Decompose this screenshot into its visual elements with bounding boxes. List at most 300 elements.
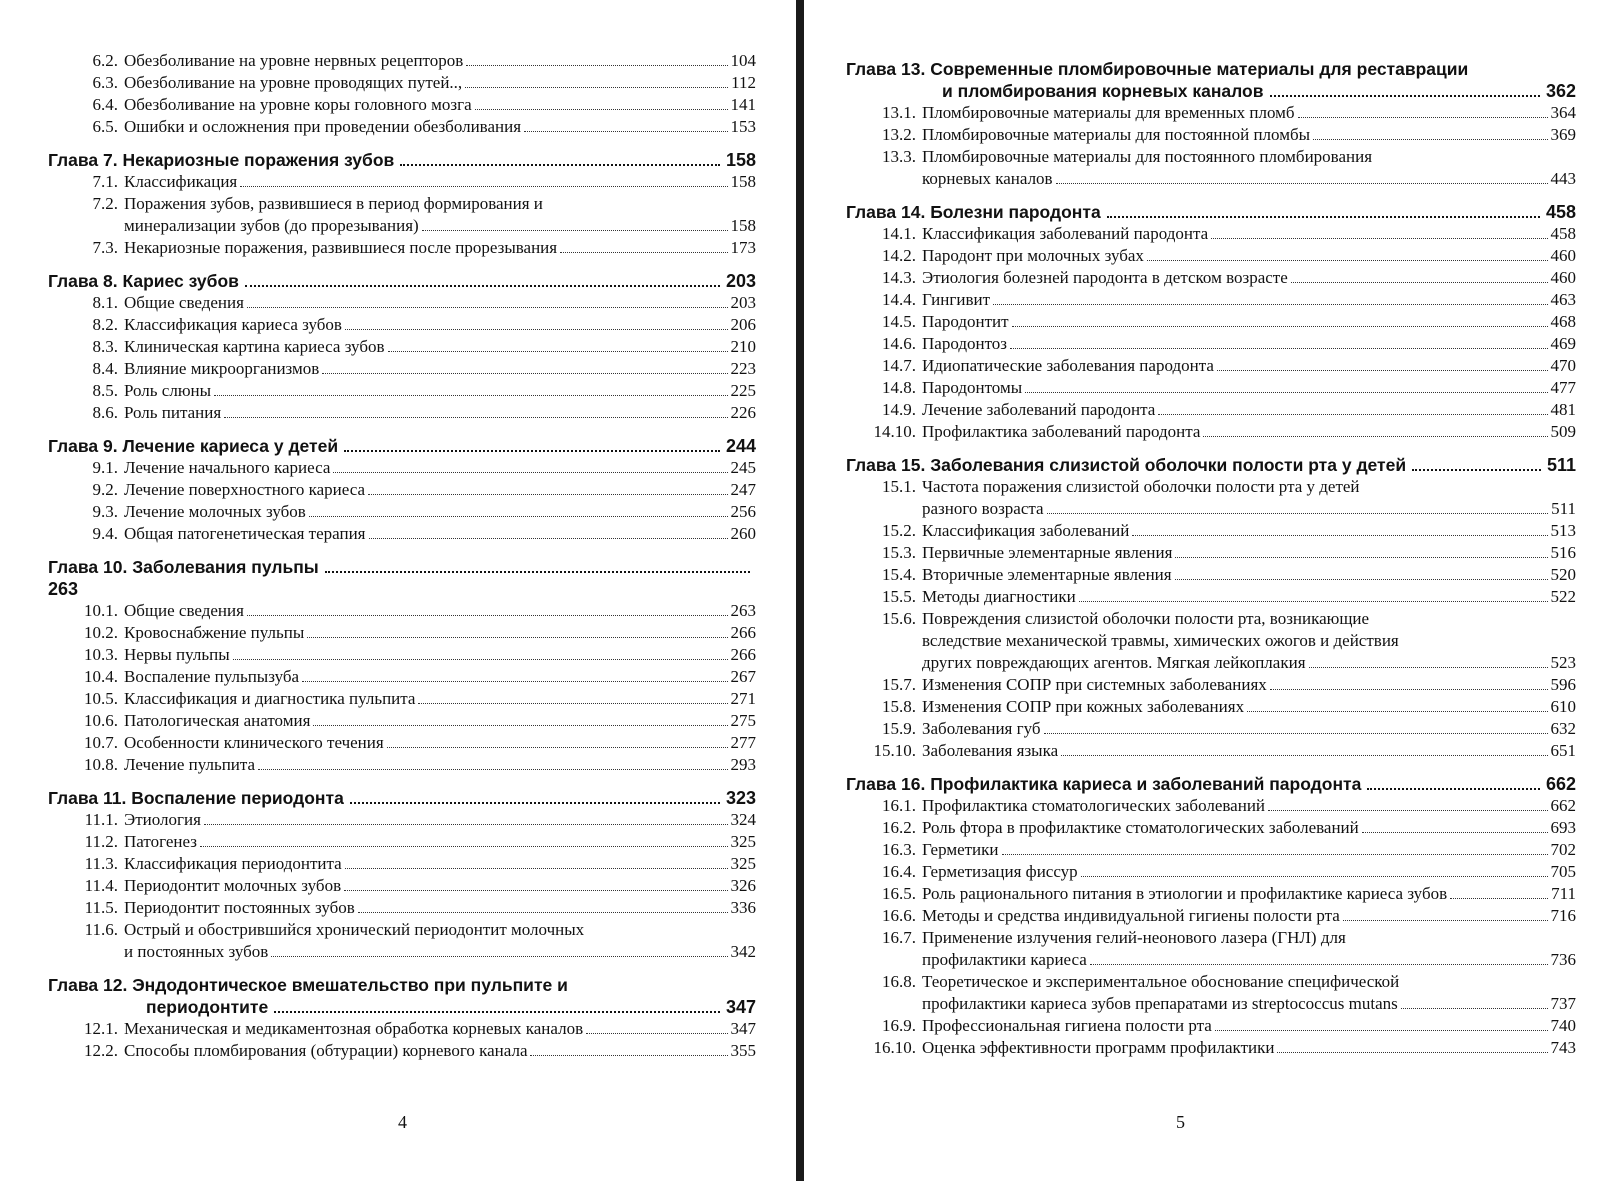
entry-page: 458 <box>1550 224 1576 243</box>
entry-title: Лечение начального кариеса <box>124 458 331 477</box>
dot-leader <box>1247 711 1547 712</box>
entry-title-cont: профилактики кариеса <box>922 950 1087 969</box>
entry-number: 16.1. <box>882 796 916 815</box>
dot-leader <box>1012 326 1548 327</box>
toc-entry <box>846 124 1576 146</box>
entry-page: 342 <box>730 942 756 961</box>
chapter-heading-cont <box>48 996 756 1018</box>
entry-page: 104 <box>730 51 756 70</box>
entry-title: Нервы пульпы <box>124 645 230 664</box>
entry-page: 513 <box>1550 521 1576 540</box>
dot-leader <box>214 395 727 396</box>
entry-page: 263 <box>730 601 756 620</box>
dot-leader <box>1215 1030 1548 1031</box>
entry-title: Ошибки и осложнения при проведении обезболивания <box>124 117 522 136</box>
dot-leader <box>1270 95 1540 97</box>
entry-page: 705 <box>1550 862 1576 881</box>
entry-number: 15.6. <box>882 609 916 628</box>
entry-number: 14.1. <box>882 224 916 243</box>
entry-number: 6.2. <box>92 51 118 70</box>
dot-leader <box>333 472 727 473</box>
entry-page: 509 <box>1550 422 1576 441</box>
toc-entry <box>846 905 1576 927</box>
entry-page: 256 <box>730 502 756 521</box>
entry-number: 15.9. <box>882 719 916 738</box>
entry-number: 14.10. <box>873 422 916 441</box>
entry-page: 716 <box>1550 906 1576 925</box>
entry-title: Этиология <box>124 810 201 829</box>
entry-title: Общие сведения <box>124 293 244 312</box>
entry-title: Механическая и медикаментозная обработка корневых каналов <box>124 1019 584 1038</box>
entry-page: 245 <box>730 458 756 477</box>
entry-title: Лечение пульпита <box>124 755 256 774</box>
entry-page: 468 <box>1550 312 1576 331</box>
chapter-heading <box>846 58 1576 80</box>
toc-entry <box>48 94 756 116</box>
entry-number: 16.7. <box>882 928 916 947</box>
dot-leader <box>245 285 720 287</box>
entry-number: 9.2. <box>92 480 118 499</box>
dot-leader <box>240 186 727 187</box>
entry-page: 443 <box>1550 169 1576 188</box>
entry-page: 266 <box>730 623 756 642</box>
entry-number: 15.2. <box>882 521 916 540</box>
entry-page: 460 <box>1550 246 1576 265</box>
entry-title: Лечение поверхностного кариеса <box>124 480 365 499</box>
toc-entry <box>846 608 1576 630</box>
entry-number: 16.4. <box>882 862 916 881</box>
dot-leader <box>325 571 750 573</box>
dot-leader <box>309 516 728 517</box>
entry-page: 632 <box>1550 719 1576 738</box>
entry-page: 158 <box>730 216 756 235</box>
dot-leader <box>271 956 727 957</box>
dot-leader <box>1217 370 1548 371</box>
dot-leader <box>1268 810 1547 811</box>
toc-entry <box>48 479 756 501</box>
entry-title: Идиопатические заболевания пародонта <box>922 356 1214 375</box>
entry-title: Первичные элементарные явления <box>922 543 1173 562</box>
toc-entry <box>846 542 1576 564</box>
dot-leader <box>465 87 728 88</box>
toc-entry <box>48 919 756 941</box>
entry-title: Патологическая анатомия <box>124 711 311 730</box>
toc-entry <box>846 355 1576 377</box>
dot-leader <box>586 1033 727 1034</box>
dot-leader <box>258 769 727 770</box>
chapter-page: 662 <box>1545 774 1576 794</box>
dot-leader <box>1277 1052 1547 1053</box>
entry-number: 7.2. <box>92 194 118 213</box>
dot-leader <box>274 1011 720 1013</box>
entry-title: Общая патогенетическая терапия <box>124 524 366 543</box>
entry-page: 736 <box>1550 950 1576 969</box>
toc-entry <box>846 520 1576 542</box>
dot-leader <box>1367 788 1540 790</box>
entry-title: Патогенез <box>124 832 197 851</box>
toc-entry <box>846 971 1576 993</box>
toc-entry <box>846 267 1576 289</box>
entry-number: 8.5. <box>92 381 118 400</box>
entry-title: Роль рационального питания в этиологии и профилактике кариеса зубов <box>922 884 1448 903</box>
dot-leader <box>224 417 727 418</box>
dot-leader <box>313 725 727 726</box>
entry-number: 11.3. <box>84 854 118 873</box>
toc-entry <box>48 688 756 710</box>
toc-entry <box>846 883 1576 905</box>
entry-page: 158 <box>730 172 756 191</box>
entry-title: Частота поражения слизистой оболочки полости рта у детей <box>922 477 1360 496</box>
entry-page: 511 <box>1551 499 1576 518</box>
toc-entry <box>48 336 756 358</box>
dot-leader <box>1147 260 1548 261</box>
entry-title: Заболевания губ <box>922 719 1041 738</box>
entry-title: Классификация заболеваний <box>922 521 1130 540</box>
dot-leader <box>1158 414 1547 415</box>
entry-number: 7.3. <box>92 238 118 257</box>
toc-entry <box>846 586 1576 608</box>
chapter-title-cont: и пломбирования корневых каналов <box>942 81 1264 101</box>
entry-title: Способы пломбирования (обтурации) корневого канала <box>124 1041 528 1060</box>
entry-page: 275 <box>730 711 756 730</box>
entry-page: 596 <box>1550 675 1576 694</box>
entry-page: 112 <box>731 73 756 92</box>
dot-leader <box>350 802 720 804</box>
dot-leader <box>1056 183 1548 184</box>
dot-leader <box>1044 733 1548 734</box>
entry-page: 737 <box>1550 994 1576 1013</box>
entry-title: Влияние микроорганизмов <box>124 359 320 378</box>
entry-page: 325 <box>730 854 756 873</box>
chapter-heading <box>48 270 756 292</box>
entry-page: 347 <box>730 1019 756 1038</box>
entry-page: 469 <box>1550 334 1576 353</box>
entry-title: Поражения зубов, развившиеся в период формирования и <box>124 194 543 213</box>
chapter-title: Глава 16. Профилактика кариеса и заболеваний пародонта <box>846 774 1362 794</box>
chapter-title: Глава 14. Болезни пародонта <box>846 202 1101 222</box>
entry-title: Изменения СОПР при системных заболеваниях <box>922 675 1267 694</box>
toc-entry <box>48 622 756 644</box>
entry-page: 369 <box>1550 125 1576 144</box>
toc-entry <box>846 696 1576 718</box>
toc-entry <box>846 399 1576 421</box>
entry-title: Пломбировочные материалы для постоянной пломбы <box>922 125 1311 144</box>
entry-number: 15.5. <box>882 587 916 606</box>
entry-number: 10.4. <box>84 667 118 686</box>
entry-number: 6.5. <box>92 117 118 136</box>
entry-number: 8.1. <box>92 293 118 312</box>
toc-entry <box>48 1018 756 1040</box>
toc-entry <box>48 710 756 732</box>
entry-page: 247 <box>730 480 756 499</box>
toc-entry <box>48 666 756 688</box>
entry-number: 6.3. <box>92 73 118 92</box>
entry-title: Пародонтит <box>922 312 1009 331</box>
dot-leader <box>368 494 728 495</box>
dot-leader <box>204 824 728 825</box>
entry-number: 10.1. <box>84 601 118 620</box>
toc-entry <box>48 358 756 380</box>
entry-page: 522 <box>1550 587 1576 606</box>
entry-number: 14.8. <box>882 378 916 397</box>
entry-number: 14.5. <box>882 312 916 331</box>
toc-entry <box>846 311 1576 333</box>
entry-page: 610 <box>1550 697 1576 716</box>
entry-title: Пломбировочные материалы для постоянного пломбирования <box>922 147 1373 166</box>
toc-entry <box>48 457 756 479</box>
entry-title-cont: корневых каналов <box>922 169 1053 188</box>
toc-entry <box>846 1037 1576 1059</box>
chapter-heading <box>48 149 756 171</box>
chapter-page: 158 <box>725 150 756 170</box>
entry-title: Методы и средства индивидуальной гигиены полости рта <box>922 906 1340 925</box>
entry-title: Оценка эффективности программ профилактики <box>922 1038 1275 1057</box>
entry-page: 173 <box>730 238 756 257</box>
entry-number: 7.1. <box>92 172 118 191</box>
dot-leader <box>1450 898 1548 899</box>
entry-number: 14.9. <box>882 400 916 419</box>
entry-page: 203 <box>730 293 756 312</box>
entry-page: 651 <box>1550 741 1576 760</box>
toc-entry <box>846 817 1576 839</box>
entry-number: 15.1. <box>882 477 916 496</box>
entry-title: Профилактика стоматологических заболеваний <box>922 796 1266 815</box>
dot-leader <box>530 1055 727 1056</box>
dot-leader <box>322 373 727 374</box>
entry-page: 293 <box>730 755 756 774</box>
dot-leader <box>307 637 727 638</box>
dot-leader <box>1270 689 1548 690</box>
entry-number: 13.1. <box>882 103 916 122</box>
toc-entry <box>48 831 756 853</box>
chapter-heading <box>846 454 1576 476</box>
entry-number: 14.2. <box>882 246 916 265</box>
entry-title: Этиология болезней пародонта в детском возрасте <box>922 268 1288 287</box>
entry-title: Классификация <box>124 172 238 191</box>
toc-entry <box>846 476 1576 498</box>
chapter-title: Глава 11. Воспаление периодонта <box>48 788 344 808</box>
chapter-page: 203 <box>725 271 756 291</box>
dot-leader <box>302 681 727 682</box>
entry-page: 463 <box>1550 290 1576 309</box>
entry-number: 15.4. <box>882 565 916 584</box>
dot-leader <box>1291 282 1548 283</box>
entry-title-cont: и постоянных зубов <box>124 942 269 961</box>
entry-number: 13.2. <box>882 125 916 144</box>
chapter-heading <box>846 773 1576 795</box>
entry-title: Лечение молочных зубов <box>124 502 306 521</box>
entry-title: Теоретическое и экспериментальное обоснование специфической <box>922 972 1400 991</box>
toc-entry <box>48 644 756 666</box>
entry-page: 226 <box>730 403 756 422</box>
entry-page: 326 <box>730 876 756 895</box>
entry-page: 740 <box>1550 1016 1576 1035</box>
chapter-page: 323 <box>725 788 756 808</box>
chapter-heading <box>48 787 756 809</box>
right-page <box>806 0 1600 1181</box>
toc-entry <box>48 116 756 138</box>
dot-leader <box>1090 964 1548 965</box>
entry-page: 460 <box>1550 268 1576 287</box>
entry-number: 9.1. <box>92 458 118 477</box>
toc-entry <box>846 839 1576 861</box>
chapter-title: Глава 15. Заболевания слизистой оболочки полости рта у детей <box>846 455 1407 475</box>
toc-entry <box>846 146 1576 168</box>
entry-page: 324 <box>730 810 756 829</box>
dot-leader <box>418 703 727 704</box>
dot-leader <box>1010 348 1548 349</box>
entry-number: 16.6. <box>882 906 916 925</box>
toc-entry <box>846 421 1576 443</box>
entry-title-cont: вследствие механической травмы, химических ожогов и действия <box>922 631 1399 650</box>
entry-page: 223 <box>730 359 756 378</box>
toc-entry <box>48 50 756 72</box>
dot-leader <box>247 307 728 308</box>
toc-entry <box>48 171 756 193</box>
entry-number: 11.5. <box>84 898 118 917</box>
entry-number: 16.9. <box>882 1016 916 1035</box>
entry-page: 206 <box>730 315 756 334</box>
entry-title: Обезболивание на уровне проводящих путей.., <box>124 73 463 92</box>
toc-entry <box>846 102 1576 124</box>
entry-number: 16.8. <box>882 972 916 991</box>
entry-page: 743 <box>1550 1038 1576 1057</box>
entry-title: Клиническая картина кариеса зубов <box>124 337 385 356</box>
entry-title-cont: разного возраста <box>922 499 1044 518</box>
entry-page: 153 <box>730 117 756 136</box>
entry-number: 8.3. <box>92 337 118 356</box>
dot-leader <box>200 846 728 847</box>
toc-entry-cont <box>48 941 756 963</box>
entry-number: 10.7. <box>84 733 118 752</box>
chapter-title: Глава 8. Кариес зубов <box>48 271 239 291</box>
toc-entry <box>48 501 756 523</box>
toc-entry <box>48 193 756 215</box>
entry-page: 520 <box>1550 565 1576 584</box>
chapter-heading-cont <box>846 80 1576 102</box>
entry-number: 10.6. <box>84 711 118 730</box>
entry-number: 8.6. <box>92 403 118 422</box>
entry-title: Изменения СОПР при кожных заболеваниях <box>922 697 1245 716</box>
entry-page: 336 <box>730 898 756 917</box>
dot-leader <box>1025 392 1547 393</box>
dot-leader <box>1412 469 1541 471</box>
entry-number: 11.2. <box>84 832 118 851</box>
toc-entry <box>48 523 756 545</box>
chapter-heading <box>48 556 756 578</box>
dot-leader <box>1298 117 1548 118</box>
chapter-page: 244 <box>725 436 756 456</box>
dot-leader <box>560 252 727 253</box>
dot-leader <box>1362 832 1548 833</box>
entry-title: Обезболивание на уровне коры головного мозга <box>124 95 472 114</box>
dot-leader <box>1309 667 1548 668</box>
entry-title: Роль питания <box>124 403 222 422</box>
entry-number: 14.7. <box>882 356 916 375</box>
page-number-left: 4 <box>398 1112 407 1132</box>
entry-title: Гингивит <box>922 290 990 309</box>
entry-title: Кровоснабжение пульпы <box>124 623 305 642</box>
entry-page: 693 <box>1550 818 1576 837</box>
toc-right <box>846 58 1576 1059</box>
dot-leader <box>466 65 727 66</box>
dot-leader <box>1002 854 1548 855</box>
toc-entry <box>48 875 756 897</box>
entry-number: 16.5. <box>882 884 916 903</box>
toc-entry <box>846 377 1576 399</box>
chapter-heading <box>846 201 1576 223</box>
toc-entry <box>48 897 756 919</box>
dot-leader <box>1313 139 1547 140</box>
entry-page: 141 <box>730 95 756 114</box>
dot-leader <box>1061 755 1547 756</box>
chapter-page-line <box>48 578 756 600</box>
dot-leader <box>475 109 728 110</box>
page-number-right: 5 <box>1176 1112 1185 1132</box>
entry-number: 11.4. <box>84 876 118 895</box>
dot-leader <box>369 538 728 539</box>
dot-leader <box>1401 1008 1548 1009</box>
toc-entry-cont <box>846 993 1576 1015</box>
toc-entry <box>846 564 1576 586</box>
entry-number: 10.8. <box>84 755 118 774</box>
entry-page: 364 <box>1550 103 1576 122</box>
entry-title: Классификация и диагностика пульпита <box>124 689 416 708</box>
entry-number: 12.1. <box>84 1019 118 1038</box>
entry-title: Пародонтоз <box>922 334 1007 353</box>
entry-title: Классификация кариеса зубов <box>124 315 342 334</box>
entry-title: Методы диагностики <box>922 587 1076 606</box>
dot-leader <box>344 890 727 891</box>
chapter-heading <box>48 435 756 457</box>
toc-entry <box>846 861 1576 883</box>
toc-entry <box>48 380 756 402</box>
toc-entry <box>846 740 1576 762</box>
entry-number: 9.4. <box>92 524 118 543</box>
dot-leader <box>1079 601 1548 602</box>
toc-entry <box>48 853 756 875</box>
entry-title: Острый и обострившийся хронический периодонтит молочных <box>124 920 585 939</box>
toc-entry <box>48 314 756 336</box>
entry-page: 271 <box>730 689 756 708</box>
toc-entry <box>846 289 1576 311</box>
entry-title: Вторичные элементарные явления <box>922 565 1172 584</box>
entry-page: 266 <box>730 645 756 664</box>
entry-title: Пародонт при молочных зубах <box>922 246 1144 265</box>
entry-title: Повреждения слизистой оболочки полости рта, возникающие <box>922 609 1370 628</box>
dot-leader <box>1343 920 1548 921</box>
chapter-title: Глава 13. Современные пломбировочные материалы для реставрации <box>846 59 1469 79</box>
chapter-title: Глава 10. Заболевания пульпы <box>48 557 319 577</box>
chapter-heading <box>48 974 756 996</box>
dot-leader <box>1081 876 1548 877</box>
chapter-page: 362 <box>1545 81 1576 101</box>
toc-entry <box>48 600 756 622</box>
dot-leader <box>345 329 728 330</box>
toc-entry <box>48 1040 756 1062</box>
toc-entry <box>48 237 756 259</box>
dot-leader <box>358 912 728 913</box>
entry-title: Некариозные поражения, развившиеся после прорезывания <box>124 238 558 257</box>
entry-page: 516 <box>1550 543 1576 562</box>
toc-entry <box>846 795 1576 817</box>
dot-leader <box>388 351 728 352</box>
entry-number: 14.3. <box>882 268 916 287</box>
entry-title: Пародонтомы <box>922 378 1023 397</box>
entry-number: 10.2. <box>84 623 118 642</box>
entry-title: Периодонтит постоянных зубов <box>124 898 355 917</box>
entry-title: Герметизация фиссур <box>922 862 1078 881</box>
